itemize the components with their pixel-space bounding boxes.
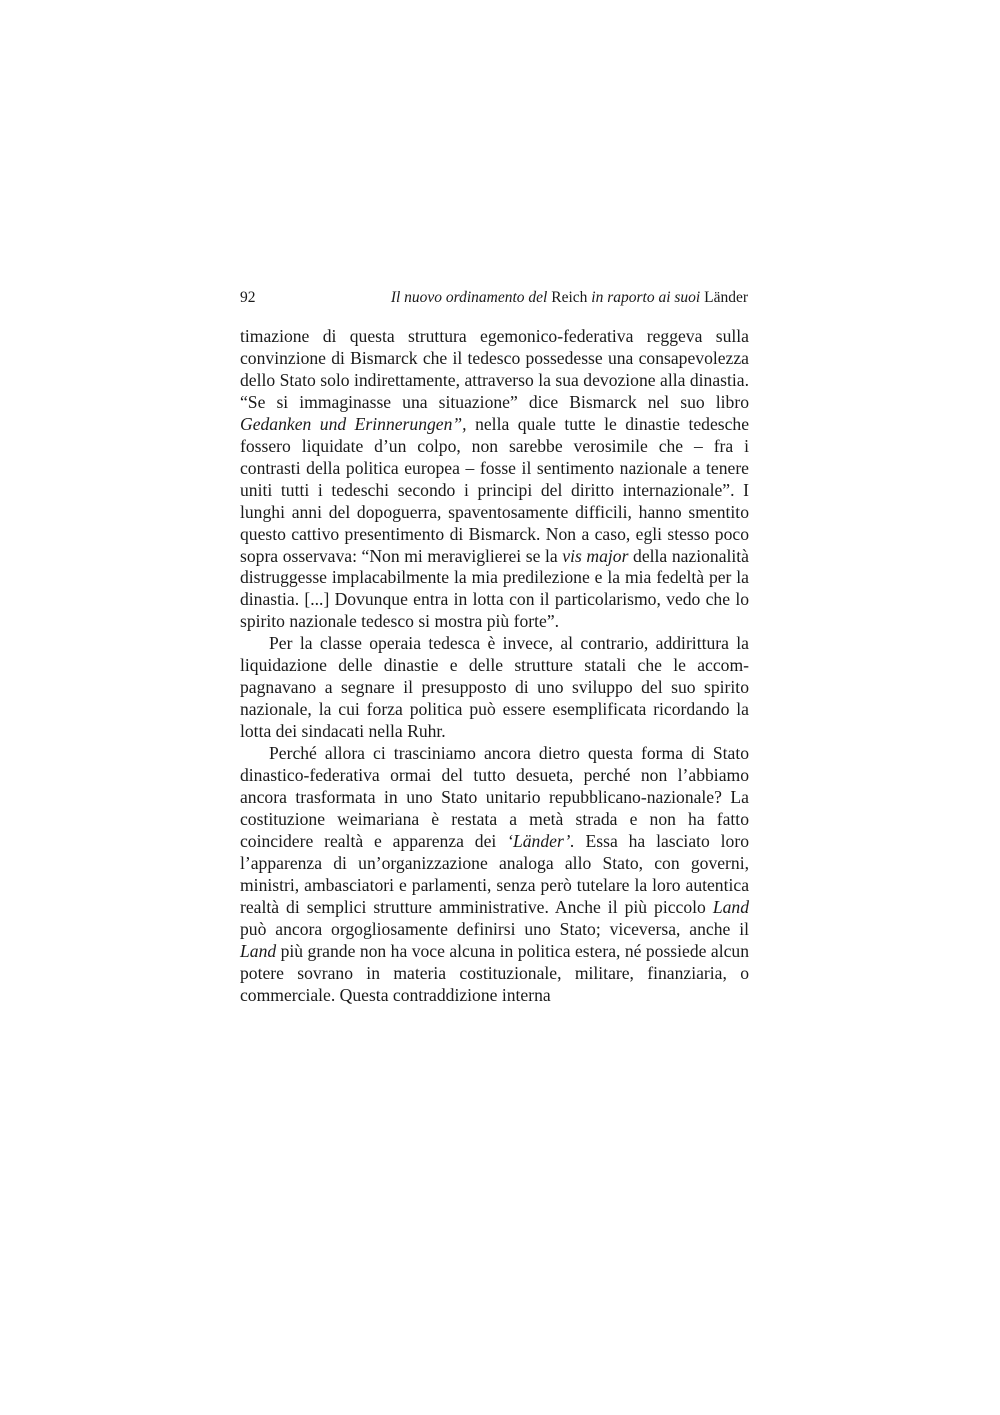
italic-run: Land: [712, 896, 749, 917]
text-run: timazione di questa struttura egemonico-federativa reggeva sulla convinzione di Bismarck che il tedesco possedesse una consapevolezza dello Stato solo indirettamente, attraverso la sua devozione alla dinastia. “Se si immaginasse una situazione” dice Bismarck nel suo libro: [240, 326, 749, 412]
paragraph-3: [240, 743, 749, 1006]
paragraph-1: [240, 326, 749, 633]
running-title-part: Reich: [551, 289, 588, 306]
italic-run: ‘Länder’.: [507, 830, 575, 851]
text-run: più grande non ha voce alcuna in politica estera, né possiede alcun potere sovrano in materia costituzionale, militare, finanziaria, o commerciale. Questa contraddizione interna: [240, 940, 749, 1005]
text-run: può ancora orgogliosamente definirsi uno Stato; viceversa, anche il: [240, 918, 749, 939]
text-run: Essa ha lasciato loro l’apparenza di un’organizzazione analoga allo Stato, con governi, ministri, ambasciatori e parlamenti, senza però tutelare la loro autentica realtà di semplici strutture amministrative. Anche il più piccolo: [240, 830, 749, 917]
running-header: [240, 288, 748, 310]
text-run: Per la classe operaia tedesca è invece, al contrario, addirittura la liquidazione delle dinastie e delle strutture statali che le accompagnavano a segnare il presupposto di uno sviluppo del suo spirito nazionale, la cui forza politica può essere esemplificata ricordando la lotta dei sindacati nella Ruhr.: [240, 633, 749, 742]
running-title-part: Länder: [704, 289, 748, 306]
italic-run: Gedanken und Erinnerungen”,: [240, 413, 467, 434]
text-run: nella quale tutte le dinastie tedesche fossero liquidate d’un colpo, non sarebbe verosimile che – fra i contrasti della politica europea – fosse il sentimento nazionale a tenere uniti tutti i tedeschi secondo i principi del diritto internazionale”. I lunghi anni del dopoguerra, spaventosamente difficili, hanno smentito questo cattivo presentimento di Bismarck. Non a caso, egli stesso poco sopra osservava: “Non mi meraviglierei se la: [240, 413, 750, 566]
running-title-part: in raporto ai suoi: [591, 289, 701, 306]
text-run: della nazionalità distruggesse implacabilmente la mia predilezione e la mia fedeltà per la dinastia. [...] Dovunque entra in lotta con il particolarismo, vedo che lo spirito nazionale tedesco si mostra più forte”.: [240, 545, 749, 632]
body-text: [240, 326, 749, 1007]
paragraph-2: [240, 633, 749, 743]
italic-run: Land: [240, 940, 277, 961]
running-title-part: Il nuovo ordinamento del: [390, 289, 548, 306]
text-run: Perché allora ci trasciniamo ancora dietro questa forma di Stato dinastico-federativa ormai del tutto desueta, perché non l’abbiamo ancora trasformata in uno Stato unitario repubblicano-nazionale? La costituzione weimariana è restata a metà strada e non ha fatto coincidere realtà e apparenza dei: [240, 743, 749, 851]
page-number: 92: [240, 289, 256, 306]
running-title: [391, 288, 748, 308]
italic-run: vis major: [562, 545, 629, 566]
